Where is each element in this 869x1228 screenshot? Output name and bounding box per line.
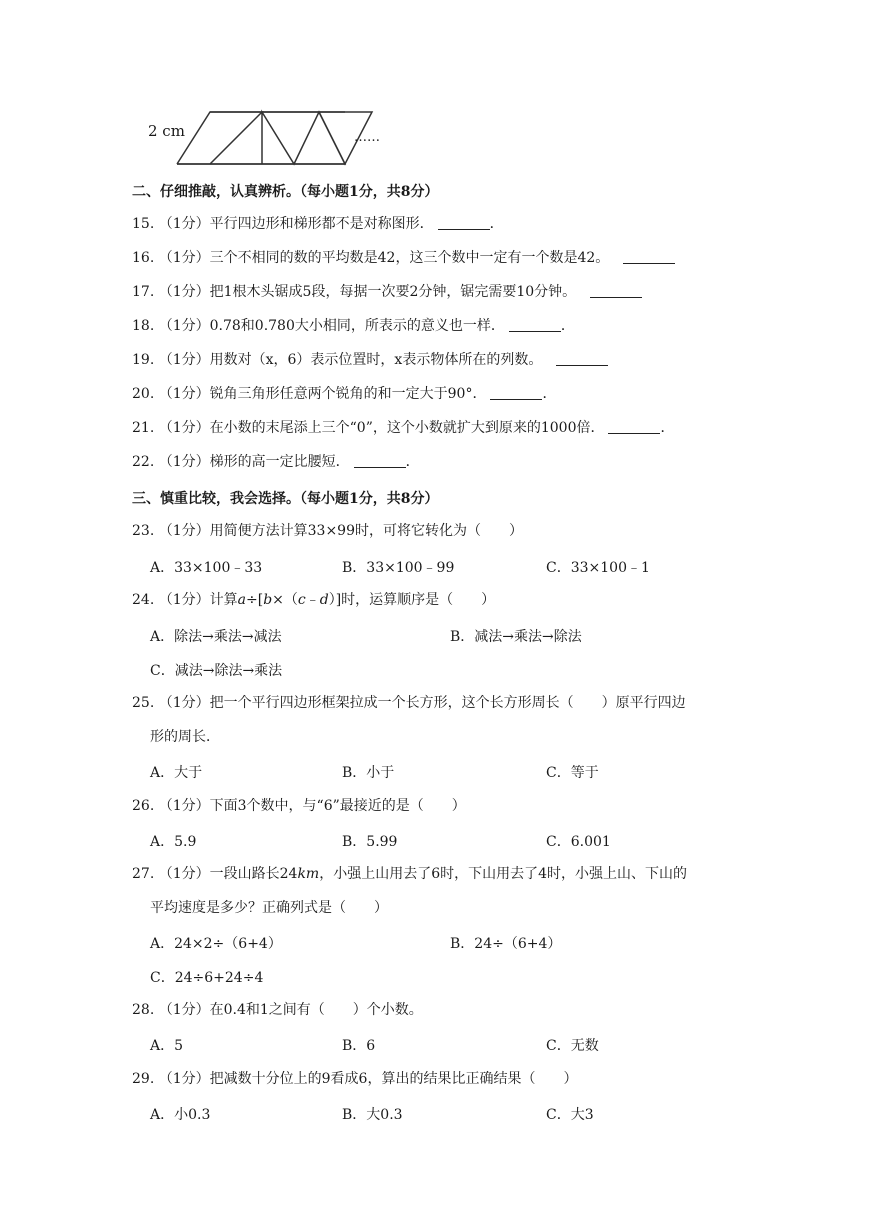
question-text: （1分）在小数的末尾添上三个“0”，这个小数就扩大到原来的1000倍． [158,420,605,436]
variable-c: c [297,592,306,608]
option-b[interactable]: B．6 [342,1038,376,1054]
option-a[interactable]: A．5 [150,1038,184,1054]
question-number: 22. [132,454,155,470]
option-b[interactable]: B．5.99 [342,834,398,850]
option-c[interactable]: C．6.001 [546,834,611,850]
question-text: （1分）把一个平行四边形框架拉成一个长方形，这个长方形周长（ ）原平行四边 [158,695,686,711]
answer-blank[interactable] [490,385,542,400]
option-a[interactable]: A．33×100﹣33 [150,560,263,576]
question-number: 17. [132,284,155,300]
option-a[interactable]: A．大于 [150,765,203,781]
question-number: 16. [132,250,155,266]
option-c[interactable]: C．24÷6+24÷4 [150,970,264,986]
option-c[interactable]: C．无数 [546,1038,599,1054]
option-b[interactable]: B．24÷（6+4） [450,936,562,952]
question-number: 24. [132,592,155,608]
question-tail: ． [542,386,557,402]
question-22 [132,452,420,472]
question-26 [132,796,466,816]
option-a[interactable]: A．24×2÷（6+4） [150,936,282,952]
question-16 [132,248,675,268]
question-text: （1分）梯形的高一定比腰短． [158,454,350,470]
question-27-continued: 平均速度是多少？正确列式是（ ） [150,900,388,916]
variable-a: a [237,592,246,608]
option-b[interactable]: B．大0.3 [342,1107,403,1123]
question-number: 27. [132,866,155,882]
variable-d: d [319,592,329,608]
answer-blank[interactable] [438,215,490,230]
question-text: （1分）在0.4和1之间有（ ）个小数。 [158,1002,423,1018]
question-17 [132,282,642,302]
option-c[interactable]: C．等于 [546,765,599,781]
option-c[interactable]: C．减法→除法→乘法 [150,663,283,679]
question-18 [132,316,575,336]
question-25-continued: 形的周长． [150,729,220,745]
question-text [159,592,495,608]
question-number: 28. [132,1002,155,1018]
text-part: ，小强上山用去了6时，下山用去了4时，小强上山、下山的 [319,866,688,882]
option-b[interactable]: B．33×100﹣99 [342,560,455,576]
question-20 [132,384,556,404]
question-text: （1分）三个不相同的数的平均数是42，这三个数中一定有一个数是42。 [158,250,610,266]
question-15 [132,214,504,234]
question-24 [132,590,495,610]
question-tail: ． [660,420,675,436]
question-tail: ． [489,216,504,232]
question-number: 29. [132,1071,155,1087]
answer-blank[interactable] [556,351,608,366]
triangle-strip-middle [210,112,345,164]
question-number: 15. [132,216,155,232]
question-text: （1分）锐角三角形任意两个锐角的和一定大于90°． [158,386,487,402]
question-text: （1分）平行四边形和梯形都不是对称图形． [158,216,434,232]
question-29 [132,1069,577,1089]
answer-blank[interactable] [623,249,675,264]
question-tail: ． [405,454,420,470]
text-part: （1分）一段山路长24 [158,866,298,882]
triangle-strip [177,112,262,164]
answer-blank[interactable] [509,317,561,332]
text-part: ×（ [272,592,298,608]
question-number: 20. [132,386,155,402]
question-number: 19. [132,352,155,368]
question-28 [132,1000,423,1020]
triangle-row-drawing [174,108,374,168]
option-b[interactable]: B．小于 [342,765,395,781]
question-number: 18. [132,318,155,334]
option-c[interactable]: C．大3 [546,1107,594,1123]
section-3-title: 三、慎重比较，我会选择。（每小题1分，共8分） [132,491,439,507]
question-number: 21. [132,420,155,436]
text-part: ）]时，运算顺序是（ ） [328,592,496,608]
question-tail: ． [560,318,575,334]
question-23 [132,521,523,541]
option-b[interactable]: B．减法→乘法→除法 [450,629,582,645]
question-19 [132,350,608,370]
question-number: 26. [132,798,155,814]
variable-b: b [263,592,273,608]
question-text: （1分）把减数十分位上的9看成6，算出的结果比正确结果（ ） [158,1071,578,1087]
option-a[interactable]: A．5.9 [150,834,197,850]
question-27 [132,864,687,884]
question-text: （1分）把1根木头锯成5段，每据一次要2分钟，锯完需要10分钟。 [158,284,577,300]
question-21 [132,418,674,438]
question-text: （1分）下面3个数中，与“6”最接近的是（ ） [158,798,466,814]
option-c[interactable]: C．33×100﹣1 [546,560,650,576]
question-text: （1分）用简便方法计算33×99时，可将它转化为（ ） [158,523,523,539]
answer-blank[interactable] [608,419,660,434]
question-number: 23. [132,523,155,539]
section-2-title: 二、仔细推敲，认真辨析。（每小题1分，共8分） [132,184,439,200]
triangle-figure [148,108,398,168]
question-text: （1分）0.78和0.780大小相同，所表示的意义也一样． [158,318,505,334]
unit-km: km [297,866,320,882]
question-text: （1分）用数对（x，6）表示位置时，x表示物体所在的列数。 [158,352,543,368]
answer-blank[interactable] [590,283,642,298]
option-a[interactable]: A．除法→乘法→减法 [150,629,282,645]
figure-length-label: 2 cm [148,122,185,140]
answer-blank[interactable] [354,453,406,468]
text-part: ﹣ [305,592,320,608]
question-text [159,866,687,882]
option-a[interactable]: A．小0.3 [150,1107,211,1123]
question-25 [132,693,686,713]
figure-ellipsis: …… [354,130,380,145]
text-part: （1分）计算 [158,592,238,608]
text-part: ÷[ [246,592,264,608]
question-number: 25. [132,695,155,711]
